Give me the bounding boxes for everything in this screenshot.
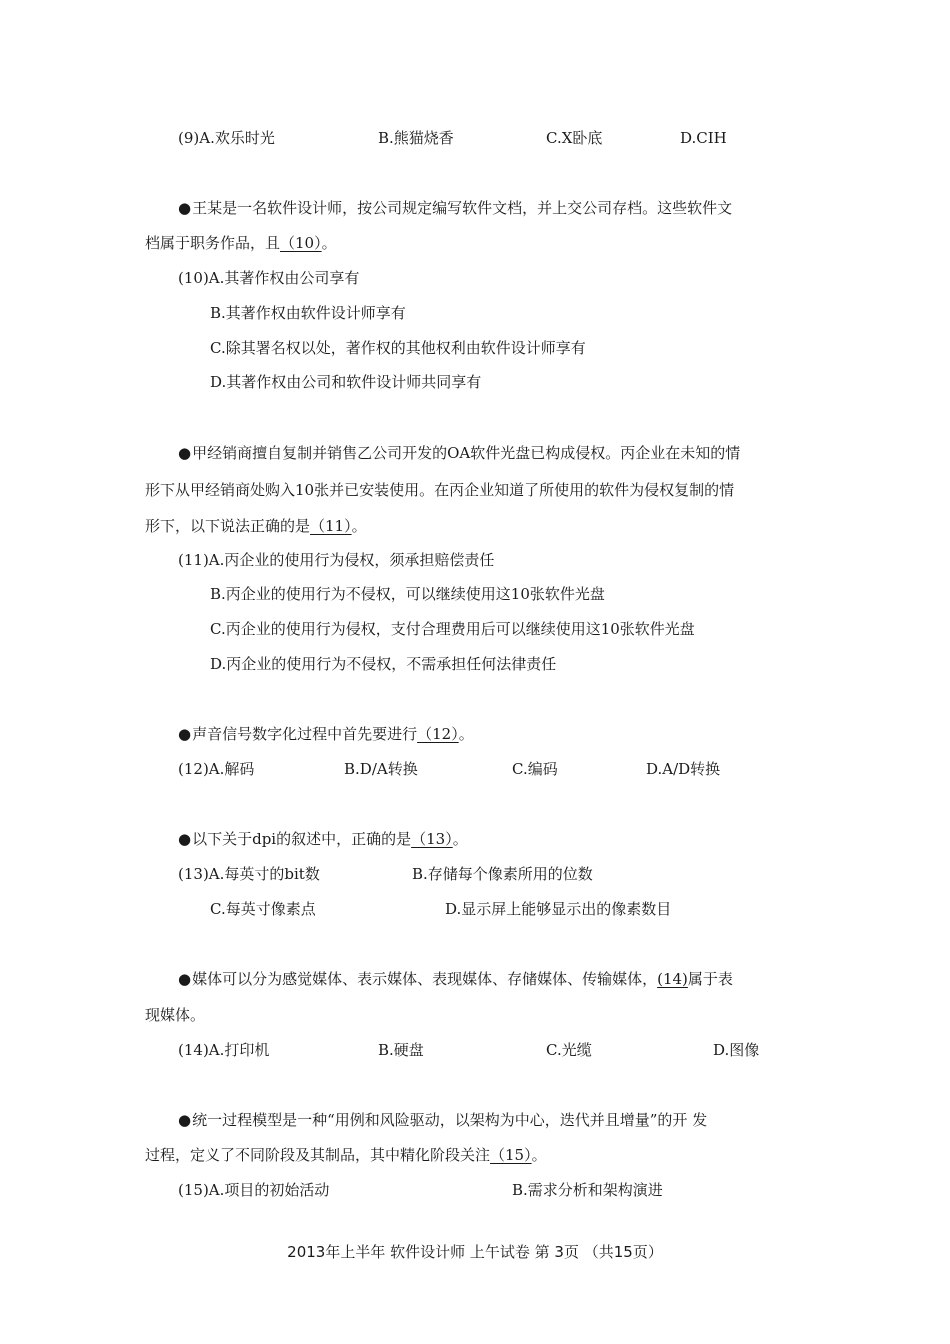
- answer-blank: （13）: [411, 830, 453, 848]
- bullet-icon: ●: [178, 444, 192, 462]
- answer-blank: （12）: [417, 725, 459, 743]
- q9-option-a: (9)A.欢乐时光: [178, 129, 275, 147]
- q11-stem-line1: ●甲经销商擅自复制并销售乙公司开发的OA软件光盘已构成侵权。丙企业在未知的情: [178, 444, 741, 462]
- bullet-icon: ●: [178, 725, 192, 743]
- q12-option-d: D.A/D转换: [646, 760, 721, 778]
- q13-option-d: D.显示屏上能够显示出的像素数目: [445, 900, 672, 918]
- q11-option-a: (11)A.丙企业的使用行为侵权，须承担赔偿责任: [178, 551, 495, 569]
- q13-stem: ●以下关于dpi的叙述中，正确的是（13）。: [178, 830, 468, 848]
- answer-blank: （10）: [280, 234, 322, 252]
- q13-option-c: C.每英寸像素点: [210, 900, 316, 918]
- q12-option-c: C.编码: [512, 760, 558, 778]
- answer-blank: (14): [657, 970, 688, 988]
- q10-option-a: (10)A.其著作权由公司享有: [178, 269, 360, 287]
- q10-option-b: B.其著作权由软件设计师享有: [210, 304, 406, 322]
- q14-stem-line1: ●媒体可以分为感觉媒体、表示媒体、表现媒体、存储媒体、传输媒体，(14)属于表: [178, 970, 733, 988]
- answer-blank: （15）: [490, 1146, 532, 1164]
- q12-stem: ●声音信号数字化过程中首先要进行（12）。: [178, 725, 474, 743]
- q9-option-c: C.X卧底: [546, 129, 603, 147]
- q13-option-a: (13)A.每英寸的bit数: [178, 865, 320, 883]
- q9-option-d: D.CIH: [680, 129, 727, 147]
- q10-option-d: D.其著作权由公司和软件设计师共同享有: [210, 373, 482, 391]
- q14-option-a: (14)A.打印机: [178, 1041, 270, 1059]
- q15-stem-line2: 过程，定义了不同阶段及其制品，其中精化阶段关注（15）。: [145, 1146, 547, 1164]
- q15-stem-line1: ●统一过程模型是一种“用例和风险驱动，以架构为中心，迭代并且增量”的开 发: [178, 1111, 708, 1129]
- q10-option-c: C.除其署名权以处，著作权的其他权利由软件设计师享有: [210, 339, 586, 357]
- bullet-icon: ●: [178, 970, 192, 988]
- q11-option-b: B.丙企业的使用行为不侵权，可以继续使用这10张软件光盘: [210, 585, 605, 603]
- q11-stem-line3: 形下，以下说法正确的是（11）。: [145, 517, 367, 535]
- q13-option-b: B.存储每个像素所用的位数: [412, 865, 593, 883]
- q11-option-c: C.丙企业的使用行为侵权，支付合理费用后可以继续使用这10张软件光盘: [210, 620, 695, 638]
- bullet-icon: ●: [178, 1111, 192, 1129]
- q12-option-b: B.D/A转换: [344, 760, 418, 778]
- q14-option-d: D.图像: [713, 1041, 760, 1059]
- q15-option-b: B.需求分析和架构演进: [512, 1181, 663, 1199]
- q10-stem-line1: ●王某是一名软件设计师，按公司规定编写软件文档，并上交公司存档。这些软件文: [178, 199, 733, 217]
- q15-option-a: (15)A.项目的初始活动: [178, 1181, 330, 1199]
- q14-option-b: B.硬盘: [378, 1041, 424, 1059]
- answer-blank: （11）: [310, 517, 352, 535]
- q10-stem-line2: 档属于职务作品，且（10）。: [145, 234, 337, 252]
- q12-option-a: (12)A.解码: [178, 760, 255, 778]
- q11-stem-line2: 形下从甲经销商处购入10张并已安装使用。在丙企业知道了所使用的软件为侵权复制的情: [145, 481, 735, 499]
- bullet-icon: ●: [178, 199, 192, 217]
- bullet-icon: ●: [178, 830, 192, 848]
- q14-stem-line2: 现媒体。: [145, 1006, 206, 1024]
- q9-option-b: B.熊猫烧香: [378, 129, 454, 147]
- q14-option-c: C.光缆: [546, 1041, 592, 1059]
- page-footer: 2013年上半年 软件设计师 上午试卷 第 3页 （共15页）: [287, 1243, 663, 1261]
- q11-option-d: D.丙企业的使用行为不侵权，不需承担任何法律责任: [210, 655, 557, 673]
